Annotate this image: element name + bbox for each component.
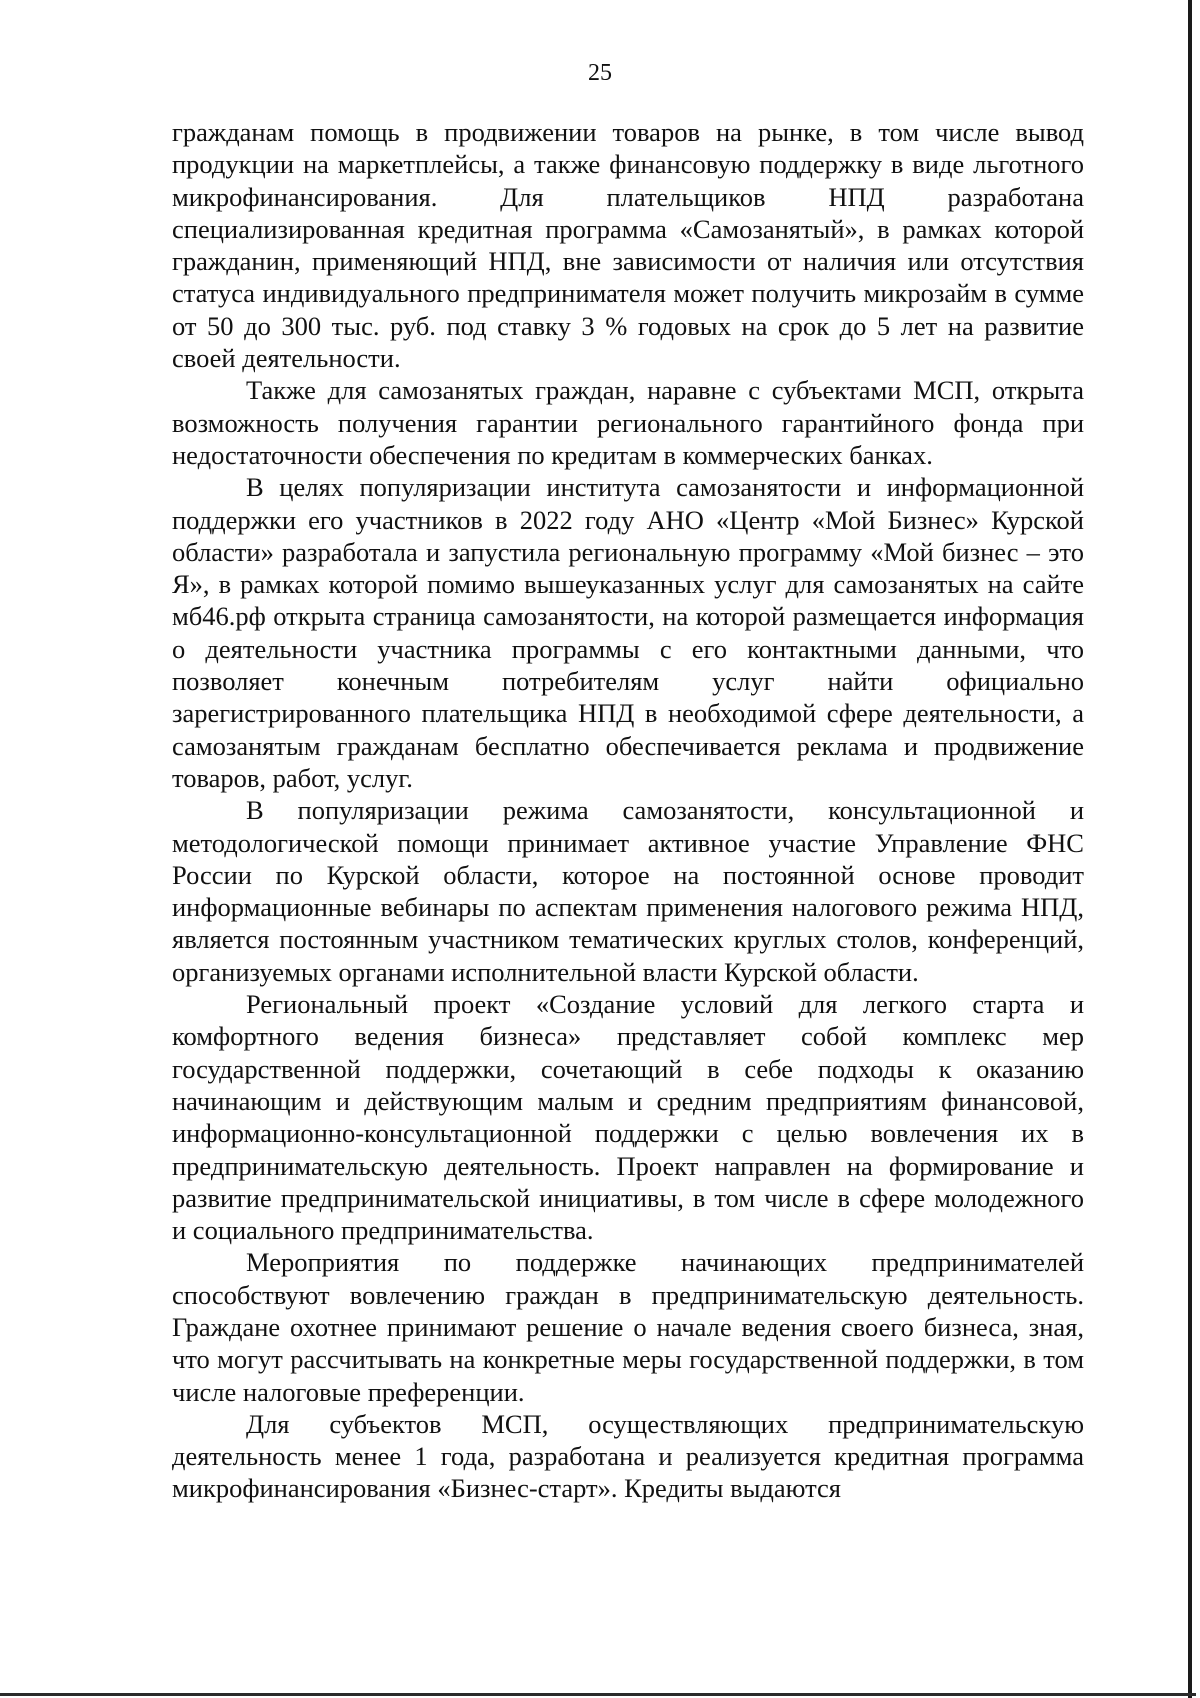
- paragraph-2: Также для самозанятых граждан, наравне с субъектами МСП, открыта возможность получения гарантии регионального гарантийного фонда при недостаточности обеспечения по кредитам в коммерческих банках.: [172, 375, 1084, 470]
- paragraph-5: Региональный проект «Создание условий для легкого старта и комфортного ведения бизнеса» представляет собой комплекс мер государственной поддержки, сочетающий в себе подходы к оказанию начинающим и действующим малым и средним предприятиям финансовой, информационно-консультационной поддержки с целью вовлечения их в предпринимательскую деятельность. Проект направлен на формирование и развитие предпринимательской инициативы, в том числе в сфере молодежного и социального предпринимательства.: [172, 989, 1084, 1246]
- page-edge-right: [1188, 0, 1192, 1698]
- page-edge-bottom: [0, 1693, 1196, 1696]
- paragraph-3: В целях популяризации института самозанятости и информационной поддержки его участников в 2022 году АНО «Центр «Мой Бизнес» Курской области» разработала и запустила региональную программу «Мой бизнес – это Я», в рамках которой помимо вышеуказанных услуг для самозанятых на сайте мб46.рф открыта страница самозанятости, на которой размещается информация о деятельности участника программы с его контактными данными, что позволяет конечным потребителям услуг найти официально зарегистрированного плательщика НПД в необходимой сфере деятельности, а самозанятым гражданам бесплатно обеспечивается реклама и продвижение товаров, работ, услуг.: [172, 472, 1084, 793]
- document-body: [172, 116, 1084, 1505]
- paragraph-4: В популяризации режима самозанятости, консультационной и методологической помощи принимает активное участие Управление ФНС России по Курской области, которое на постоянной основе проводит информационные вебинары по аспектам применения налогового режима НПД, является постоянным участником тематических круглых столов, конференций, организуемых органами исполнительной власти Курской области.: [172, 795, 1084, 987]
- paragraph-7: Для субъектов МСП, осуществляющих предпринимательскую деятельность менее 1 года, разработана и реализуется кредитная программа микрофинансирования «Бизнес-старт». Кредиты выдаются: [172, 1408, 1084, 1504]
- page-number: 25: [588, 60, 612, 86]
- paragraph-1: гражданам помощь в продвижении товаров на рынке, в том числе вывод продукции на маркетплейсы, а также финансовую поддержку в виде льготного микрофинансирования. Для плательщиков НПД разработана специализированная кредитная программа «Самозанятый», в рамках которой гражданин, применяющий НПД, вне зависимости от наличия или отсутствия статуса индивидуального предпринимателя может получить микрозайм в сумме от 50 до 300 тыс. руб. под ставку 3 % годовых на срок до 5 лет на развитие своей деятельности.: [172, 117, 1084, 374]
- paragraph-6: Мероприятия по поддержке начинающих предпринимателей способствуют вовлечению граждан в предпринимательскую деятельность. Граждане охотнее принимают решение о начале ведения своего бизнеса, зная, что могут рассчитывать на конкретные меры государственной поддержки, в том числе налоговые преференции.: [172, 1247, 1084, 1407]
